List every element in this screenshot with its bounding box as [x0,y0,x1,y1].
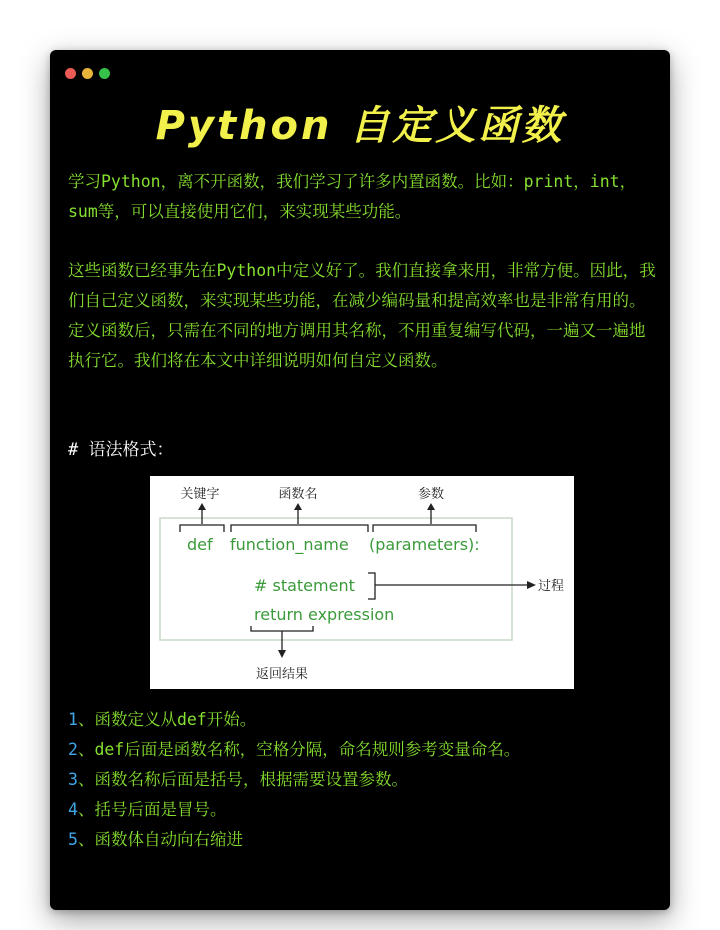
intro-paragraph: 学习Python，离不开函数，我们学习了许多内置函数。比如：print，int，sum等，可以直接使用它们，来实现某些功能。 [68,172,637,221]
syntax-diagram-svg [150,476,574,689]
code-function-name: function_name [230,535,349,554]
list-item-number: 1 [68,710,78,729]
list-item [68,795,520,825]
code-statement: # statement [254,576,355,595]
window-controls [65,68,110,79]
minimize-dot-icon[interactable] [82,68,93,79]
list-item [68,825,520,855]
explanation-paragraph: 这些函数已经事先在Python中定义好了。我们直接拿来用，非常方便。因此，我们自己定义函数，来实现某些功能，在减少编码量和提高效率也是非常有用的。定义函数后，只需在不同的地方调用其名称，不用重复编写代码，一遍又一遍地执行它。我们将在本文中详细说明如何自定义函数。 [68,261,656,370]
function-syntax-diagram [150,476,574,689]
arrow-heads [198,503,435,510]
list-item-number: 5 [68,830,78,849]
list-item-text: 、函数体自动向右缩进 [77,830,243,849]
list-item-text: 、函数定义从def开始。 [77,710,257,729]
list-item-number: 4 [68,800,78,819]
top-arrows [180,508,476,532]
list-item-text: 、函数名称后面是括号，根据需要设置参数。 [77,770,408,789]
list-item [68,765,520,795]
code-def: def [187,535,213,554]
code-return: return expression [254,605,395,624]
label-return-result: 返回结果 [255,667,309,682]
label-process: 过程 [538,579,565,594]
list-item-text: 、def后面是函数名称，空格分隔，命名规则参考变量命名。 [77,740,521,759]
list-item-number: 2 [68,740,78,759]
close-dot-icon[interactable] [65,68,76,79]
label-function-name: 函数名 [278,487,318,502]
code-parameters: (parameters): [369,535,480,554]
list-item [68,735,520,765]
maximize-dot-icon[interactable] [99,68,110,79]
section-heading: # 语法格式： [68,440,174,460]
list-item-number: 3 [68,770,78,789]
list-item-text: 、括号后面是冒号。 [77,800,227,819]
page-title: Python 自定义函数 [155,103,565,149]
article-card [50,50,670,910]
list-item [68,705,520,735]
label-parameters: 参数 [417,487,445,502]
label-keyword: 关键字 [180,487,220,502]
syntax-rules-list [68,705,520,855]
